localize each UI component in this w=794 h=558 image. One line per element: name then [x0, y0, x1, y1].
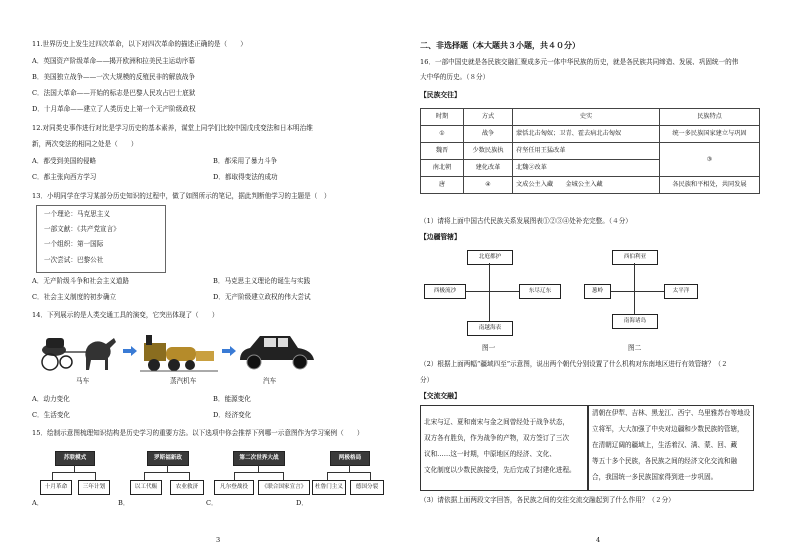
q12-option-d: D．都取得变法的成功	[213, 173, 278, 181]
q14-option-d: D．经济变化	[213, 411, 252, 419]
q16-sub2-line2: 分）	[420, 376, 434, 384]
material-2-line: 等五十多个民族，各民族之间的经济文化交流和融	[592, 457, 738, 465]
q11-stem: 11.世界历史上发生过四次革命，以下对四次革命的描述正确的是（ ）	[32, 40, 247, 48]
q12-stem-line1: 12.对同类史事作进行对比是学习历史的基本素养，谋堂上同学们比较中国戊戌变法和日本明治维	[32, 124, 313, 132]
q15-diagram-top: 两极格局	[330, 451, 370, 466]
q15-diagram-left: 十月革命	[40, 480, 72, 495]
q15-diagram-right: 农业救济	[170, 480, 204, 495]
material-1-line: 文化制度以少数民族接受，先后完成了封建化进程。	[424, 466, 576, 474]
material-2-line: 立将军，大大加强了中央对边疆和少数民族的管辖，	[592, 425, 744, 433]
fig2-top: 西伯利亚	[612, 250, 658, 265]
q13-stem: 13．小明同学在学习某部分历史知识的过程中，做了如图所示的笔记，据此判断他学习的主题是（ ）	[32, 192, 331, 200]
q16-sub2-line1: （2）根据上面两幅“疆域四至”示意图，说出两个朝代分别设置了什么机构对东南地区进行有效管辖？（２	[420, 360, 728, 368]
q14-label: 汽车	[263, 377, 277, 385]
horse-carriage-image	[40, 330, 120, 372]
fig1-right: 东尽辽东	[519, 284, 561, 299]
q15-diagram-left: 以工代赈	[130, 480, 162, 495]
table-cell: 战争	[464, 126, 513, 143]
table-row	[421, 126, 760, 143]
table-row	[421, 143, 760, 160]
arrow-right-icon	[222, 346, 236, 356]
q14-label: 马车	[76, 377, 90, 385]
q15-option-a: A．	[32, 499, 44, 507]
q12-option-a: A．都受到美国的侵略	[32, 157, 97, 165]
q14-option-c: C．生活变化	[32, 411, 71, 419]
q11-option-d: D．十月革命——建立了人类历史上第一个无产阶级政权	[32, 105, 196, 113]
q11-option-a: A．英国资产阶级革命——揭开欧洲和拉美民主运动序幕	[32, 57, 196, 65]
fig1-top: 北庭都护	[467, 250, 513, 265]
q15-diagram-left: 杜鲁门主义	[312, 480, 346, 495]
table-cell: ③	[660, 143, 760, 177]
table-cell: 建化改革	[464, 160, 513, 177]
q11-option-b: B．美国独立战争——一次大规模的反殖民非的解放战争	[32, 73, 196, 81]
page-number: 4	[596, 536, 601, 544]
fig2-bottom: 南海诸岛	[612, 314, 658, 329]
table-cell: 各民族和平相处，共同发展	[660, 177, 760, 194]
material-1-line: 北宋与辽、夏和南宋与金之间曾经处于战争状态，	[424, 418, 570, 426]
q12-option-b: B．都采用了暴力斗争	[213, 157, 278, 165]
table-cell: 唐	[421, 177, 464, 194]
q15-option-d: D．	[296, 499, 308, 507]
q13-option-a: A．无产阶级斗争和社会主义道路	[32, 277, 130, 285]
material-2-line: 在清朝辽阔的疆域上，生活着汉、满、蒙、回、藏	[592, 441, 738, 449]
table-header-cell: 史实	[513, 109, 660, 126]
q13-note: 一个组织：第一国际	[44, 240, 104, 248]
table-header-cell: 民族特点	[660, 109, 760, 126]
q13-note: 一个理论：马克思主义	[44, 210, 110, 218]
material-2-line: 合，我国统一多民族国家得到进一步巩固。	[592, 473, 718, 481]
q13-option-c: C．社会主义制度的初步确立	[32, 293, 117, 301]
fig2-caption: 图二	[628, 344, 642, 352]
steam-locomotive-image	[140, 333, 218, 373]
page-number: 3	[216, 536, 221, 544]
table-header-cell: 方式	[464, 109, 513, 126]
q16-stem-line1: 16．一部中国史就是各民族交融汇聚成多元一体中华民族的历史，就是各民族共同缔造、发展、巩固统一的伟	[420, 58, 739, 66]
table-cell: 少数民族执	[464, 143, 513, 160]
material-1-line: 议和……这一时期，中原地区的经济、文化、	[424, 450, 556, 458]
q15-stem: 15．绘制示意图梳理知识结构是历史学习的重要方法。以下选项中你会推荐下列哪一示意图作为学习案例（ ）	[32, 429, 364, 437]
q15-diagram-right: 德国分裂	[350, 480, 384, 495]
table-cell: 统一多民族国家建立与巩固	[660, 126, 760, 143]
table-cell: 魏晋	[421, 143, 464, 160]
q13-note: 一次尝试：巴黎公社	[44, 256, 104, 264]
q12-stem-line2: 新，两次变法的相同之处是（ ）	[32, 140, 138, 148]
section-heading: 二、非选择题（本大题共３小题，共４０分）	[420, 40, 580, 50]
q16-stem-line2: 大中华的历史。（８分）	[420, 73, 490, 81]
table-header-cell: 时期	[421, 109, 464, 126]
q14-stem: 14．下列展示的是人类交通工具的演变，它突出体现了（ ）	[32, 311, 219, 319]
q15-option-b: B．	[118, 499, 130, 507]
table-cell: 蒙恬北击匈奴；卫青、霍去病北击匈奴	[513, 126, 660, 143]
q13-option-d: D．无产阶级建立政权的伟大尝试	[213, 293, 311, 301]
q14-option-a: A．动力变化	[32, 395, 70, 403]
q15-diagram-top: 第二次世界大战	[233, 451, 285, 466]
tag-ethnic-contact: 【民族交往】	[420, 91, 461, 99]
table-cell: 苻坚任用王猛改革	[513, 143, 660, 160]
table-cell: ①	[421, 126, 464, 143]
fig1-left: 西极流沙	[424, 284, 466, 299]
table-cell: 南北朝	[421, 160, 464, 177]
table-row	[421, 177, 760, 194]
material-2-line: 清朝在伊犁、吉林、黑龙江、西宁、乌里雅苏台等地设	[592, 409, 751, 417]
table-cell: ④	[464, 177, 513, 194]
q15-diagram-right: 三年计划	[78, 480, 110, 495]
fig1-bottom: 南越海表	[467, 321, 513, 336]
material-1-line: 双方各有胜负，作为战争的产物，双方签订了三次	[424, 434, 570, 442]
q15-diagram-right: 《联合国家宣言》	[258, 480, 310, 495]
q15-diagram-top: 苏联模式	[55, 451, 95, 466]
tag-border-admin: 【边疆管辖】	[420, 233, 461, 241]
q15-diagram-left: 凡尔登战役	[214, 480, 254, 495]
q14-option-b: B．能源变化	[213, 395, 251, 403]
q13-option-b: B．马克思主义理论的诞生与实践	[213, 277, 311, 285]
q15-option-c: C．	[206, 499, 218, 507]
q13-note: 一部文献：《共产党宣言》	[44, 225, 120, 233]
arrow-right-icon	[123, 346, 137, 356]
table-cell: 北魏②改革	[513, 160, 660, 177]
fig2-left: 葱岭	[584, 284, 611, 299]
q11-option-c: C．法国大革命——开始的标志是巴黎人民攻占巴士底狱	[32, 89, 196, 97]
table-cell: 文成公主入藏 金城公主入藏	[513, 177, 660, 194]
fig1-caption: 图一	[482, 344, 496, 352]
q16-sub3: （3）请依据上面两段文字回答，各民族之间的交往交流交融起到了什么作用？（２分）	[420, 496, 675, 504]
table-header-row	[421, 109, 760, 126]
fig2-right: 太平洋	[664, 284, 698, 299]
tag-exchange: 【交流交融】	[420, 392, 461, 400]
ethnic-relations-table	[420, 108, 760, 194]
q15-diagram-top: 罗斯福新政	[147, 451, 189, 466]
q16-sub1: （1）请将上面中国古代民族关系发展图表①②③④处补充完整。（４分）	[420, 217, 632, 225]
q14-label: 蒸汽机车	[170, 377, 197, 385]
q12-option-c: C．都主张向西方学习	[32, 173, 97, 181]
automobile-image	[238, 330, 316, 372]
